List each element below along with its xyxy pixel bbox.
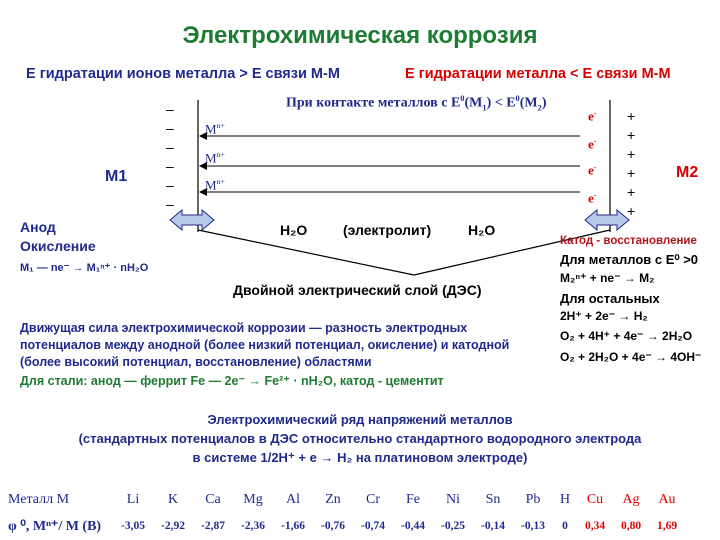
driving-force-text: Движущая сила электрохимической коррозии — разность электродных потенциалов между анодной (более низкий потенциал, окисление) и катодной (более высокий потенциал, восстановление) областями: [20, 321, 510, 369]
metal-row: [8, 487, 685, 513]
cathode-line-1: Для металлов с E⁰ >0: [560, 252, 699, 267]
potential-cell: -2,87: [201, 520, 225, 532]
potential-cell: 0: [562, 520, 568, 532]
potential-cell: -0,74: [361, 520, 385, 532]
potential-cell: -0,14: [481, 520, 505, 532]
cathode-title: Катод - восстановление: [560, 235, 697, 247]
minus-sign: –: [166, 196, 174, 212]
plus-sign: +: [627, 108, 636, 124]
metal-cell: Zn: [325, 492, 341, 507]
potential-cell: -0,25: [441, 520, 465, 532]
metal-cell: Ni: [446, 492, 460, 507]
condition-left: E гидратации ионов металла > E связи М-М: [26, 66, 340, 82]
anode-process: Окисление: [20, 238, 96, 254]
electron-label: e-: [588, 108, 597, 124]
plus-sign: +: [627, 184, 636, 200]
plus-sign: +: [627, 203, 636, 219]
metal-cell: Fe: [406, 492, 420, 507]
metal-cell: Cr: [366, 492, 380, 507]
potential-cell: -0,44: [401, 520, 425, 532]
right-block-arrow: [585, 210, 629, 230]
electrochemical-series-table: [8, 487, 685, 539]
series-title: Электрохимический ряд напряжений металлов: [207, 412, 513, 427]
series-subtitle-2: в системе 1/2H⁺ + e → H₂ на платиновом электроде): [192, 450, 528, 465]
metal-cell: Au: [658, 492, 676, 507]
cathode-line-4: 2H⁺ + 2e⁻ → H₂: [560, 309, 648, 323]
plus-sign: +: [627, 127, 636, 143]
cathode-line-5: O₂ + 4H⁺ + 4e⁻ → 2H₂O: [560, 329, 693, 343]
metal-cell: Al: [286, 492, 300, 507]
minus-sign: –: [166, 139, 174, 155]
left-block-arrow: [170, 210, 214, 230]
potential-cell: -1,66: [281, 520, 305, 532]
potential-cell: 0,80: [620, 520, 642, 532]
metal-row-label: Металл M: [8, 492, 70, 507]
metal-cell: Mg: [243, 492, 263, 507]
metal-2-label: M2: [676, 164, 699, 181]
minus-sign: –: [166, 177, 174, 193]
minus-sign: –: [166, 101, 174, 117]
ion-label: $M^{n+}$: [205, 177, 225, 193]
plus-sign: +: [627, 146, 636, 162]
potential-cell: 0,34: [584, 520, 606, 532]
potential-cell: -3,05: [121, 520, 145, 532]
electrolyte-left: H₂O: [280, 222, 308, 238]
potential-row: [8, 513, 685, 539]
contact-condition: При контакте металлов с $E^0(M_1) < E^0(M_2)$: [286, 94, 547, 113]
metal-1-label: M1: [105, 168, 128, 185]
cathode-line-2: M₂ⁿ⁺ + ne⁻ → M₂: [560, 271, 655, 285]
metal-cell: Ca: [205, 492, 221, 507]
series-subtitle: (стандартных потенциалов в ДЭС относительно стандартного водородного электрода: [78, 431, 642, 446]
electron-label: e-: [588, 162, 597, 178]
metal-cell: Ag: [622, 492, 640, 507]
steel-note: Для стали: анод — феррит Fe — 2e⁻ → Fe²⁺ · nH₂O, катод - цементит: [20, 374, 444, 388]
anode-title: Анод: [20, 219, 56, 235]
electron-label: e-: [588, 190, 597, 206]
metal-cell: Sn: [485, 492, 501, 507]
electrolyte-label: (электролит): [343, 222, 432, 238]
cathode-charges: [627, 107, 635, 221]
electron-label: e-: [588, 136, 597, 152]
ion-label: $M^{n+}$: [205, 150, 225, 166]
metal-cell: K: [167, 492, 179, 507]
metal-cell: H: [559, 492, 571, 507]
double-layer-label: Двойной электрический слой (ДЭС): [233, 282, 482, 298]
cathode-line-6: O₂ + 2H₂O + 4e⁻ → 4OH⁻: [560, 350, 702, 364]
anode-reaction: M₁ — ne⁻ → M₁ⁿ⁺ · nH₂O: [20, 262, 149, 274]
anode-charges: [166, 100, 174, 214]
minus-sign: –: [166, 158, 174, 174]
minus-sign: –: [166, 120, 174, 136]
potential-cell: -2,92: [161, 520, 185, 532]
metal-cell: Cu: [586, 492, 604, 507]
cathode-line-3: Для остальных: [560, 291, 660, 306]
electrolyte-right: H₂O: [468, 222, 496, 238]
metal-cell: Pb: [525, 492, 541, 507]
page-title: Электрохимическая коррозия: [182, 22, 538, 49]
potential-cell: -2,36: [241, 520, 265, 532]
potential-row-label: φ ⁰, Mⁿ⁺/ M (B): [8, 518, 102, 534]
ion-label: $M^{n+}$: [205, 121, 225, 137]
plus-sign: +: [627, 165, 636, 181]
condition-right: E гидратации металла < E связи М-М: [405, 66, 671, 82]
potential-cell: -0,76: [321, 520, 345, 532]
potential-cell: 1,69: [656, 520, 678, 532]
potential-cell: -0,13: [521, 520, 545, 532]
metal-cell: Li: [126, 492, 140, 507]
